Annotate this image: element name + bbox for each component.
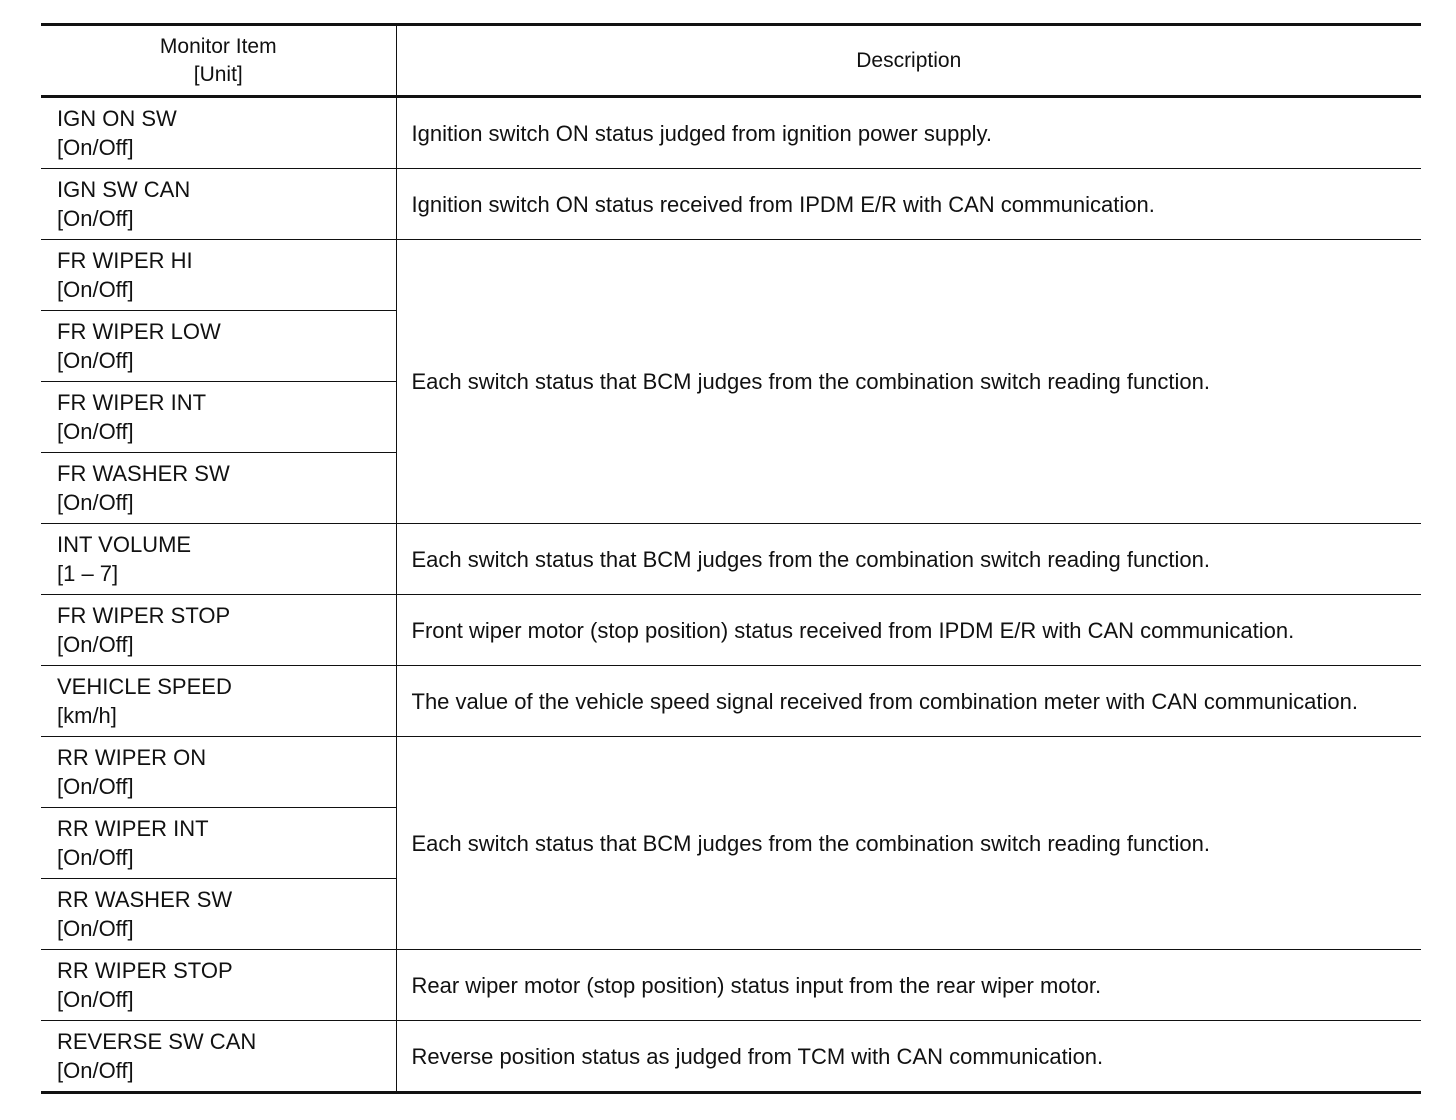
monitor-item-cell — [41, 1021, 396, 1093]
monitor-item-unit: [On/Off] — [57, 916, 134, 941]
table-row — [41, 737, 1421, 808]
monitor-item-name: FR WASHER SW — [57, 461, 230, 486]
monitor-item-header-line2: [Unit] — [193, 62, 243, 86]
monitor-item-name: FR WIPER LOW — [57, 319, 221, 344]
monitor-item-cell — [41, 808, 396, 879]
description-cell: Ignition switch ON status judged from ignition power supply. — [396, 97, 1421, 169]
monitor-item-cell — [41, 97, 396, 169]
monitor-item-cell — [41, 524, 396, 595]
monitor-item-unit: [On/Off] — [57, 277, 134, 302]
monitor-item-cell — [41, 666, 396, 737]
monitor-item-unit: [On/Off] — [57, 348, 134, 373]
description-cell: The value of the vehicle speed signal received from combination meter with CAN communication. — [396, 666, 1421, 737]
table-row — [41, 97, 1421, 169]
table-row — [41, 595, 1421, 666]
description-cell: Each switch status that BCM judges from the combination switch reading function. — [396, 240, 1421, 524]
monitor-item-name: RR WIPER ON — [57, 745, 207, 770]
description-cell: Ignition switch ON status received from IPDM E/R with CAN communication. — [396, 169, 1421, 240]
monitor-item-name: IGN SW CAN — [57, 177, 191, 202]
monitor-item-name: INT VOLUME — [57, 532, 192, 557]
monitor-item-unit: [On/Off] — [57, 419, 134, 444]
table-row — [41, 950, 1421, 1021]
monitor-item-name: VEHICLE SPEED — [57, 674, 232, 699]
monitor-item-unit: [On/Off] — [57, 987, 134, 1012]
monitor-item-unit: [1 – 7] — [57, 561, 119, 586]
table-row — [41, 169, 1421, 240]
monitor-item-cell — [41, 737, 396, 808]
monitor-item-unit: [km/h] — [57, 703, 117, 728]
table-row — [41, 1021, 1421, 1093]
monitor-item-unit: [On/Off] — [57, 845, 134, 870]
table-row — [41, 666, 1421, 737]
description-cell: Reverse position status as judged from TCM with CAN communication. — [411, 1043, 1104, 1069]
monitor-item-name: RR WIPER INT — [57, 816, 209, 841]
table-row — [41, 524, 1421, 595]
table-header-row — [41, 25, 1421, 97]
monitor-item-unit: [On/Off] — [57, 135, 134, 160]
monitor-item-unit: [On/Off] — [57, 632, 134, 657]
description-header: Description — [396, 25, 1421, 97]
monitor-item-name: FR WIPER STOP — [57, 603, 231, 628]
monitor-item-name: FR WIPER INT — [57, 390, 207, 415]
monitor-item-name: REVERSE SW CAN — [57, 1029, 257, 1054]
monitor-item-cell — [41, 240, 396, 311]
monitor-item-cell — [41, 453, 396, 524]
description-cell: Front wiper motor (stop position) status received from IPDM E/R with CAN communication. — [396, 595, 1421, 666]
monitor-item-name: RR WASHER SW — [57, 887, 233, 912]
monitor-item-name: RR WIPER STOP — [57, 958, 233, 983]
monitor-item-cell — [41, 950, 396, 1021]
description-cell: Each switch status that BCM judges from the combination switch reading function. — [396, 737, 1421, 950]
monitor-item-unit: [On/Off] — [57, 774, 134, 799]
description-cell: Rear wiper motor (stop position) status input from the rear wiper motor. — [396, 950, 1421, 1021]
monitor-item-unit: [On/Off] — [57, 490, 134, 515]
monitor-item-cell — [41, 169, 396, 240]
monitor-item-unit: [On/Off] — [57, 1058, 134, 1083]
monitor-item-header-line1: Monitor Item — [159, 34, 277, 58]
monitor-item-name: IGN ON SW — [57, 106, 177, 131]
monitor-item-table — [41, 23, 1421, 1094]
monitor-item-name: FR WIPER HI — [57, 248, 193, 273]
monitor-item-cell — [41, 311, 396, 382]
table-row — [41, 240, 1421, 311]
description-cell: Each switch status that BCM judges from the combination switch reading function. — [396, 524, 1421, 595]
monitor-item-header — [41, 25, 396, 97]
monitor-item-cell — [41, 595, 396, 666]
monitor-item-unit: [On/Off] — [57, 206, 134, 231]
monitor-item-cell — [41, 382, 396, 453]
monitor-item-cell — [41, 879, 396, 950]
